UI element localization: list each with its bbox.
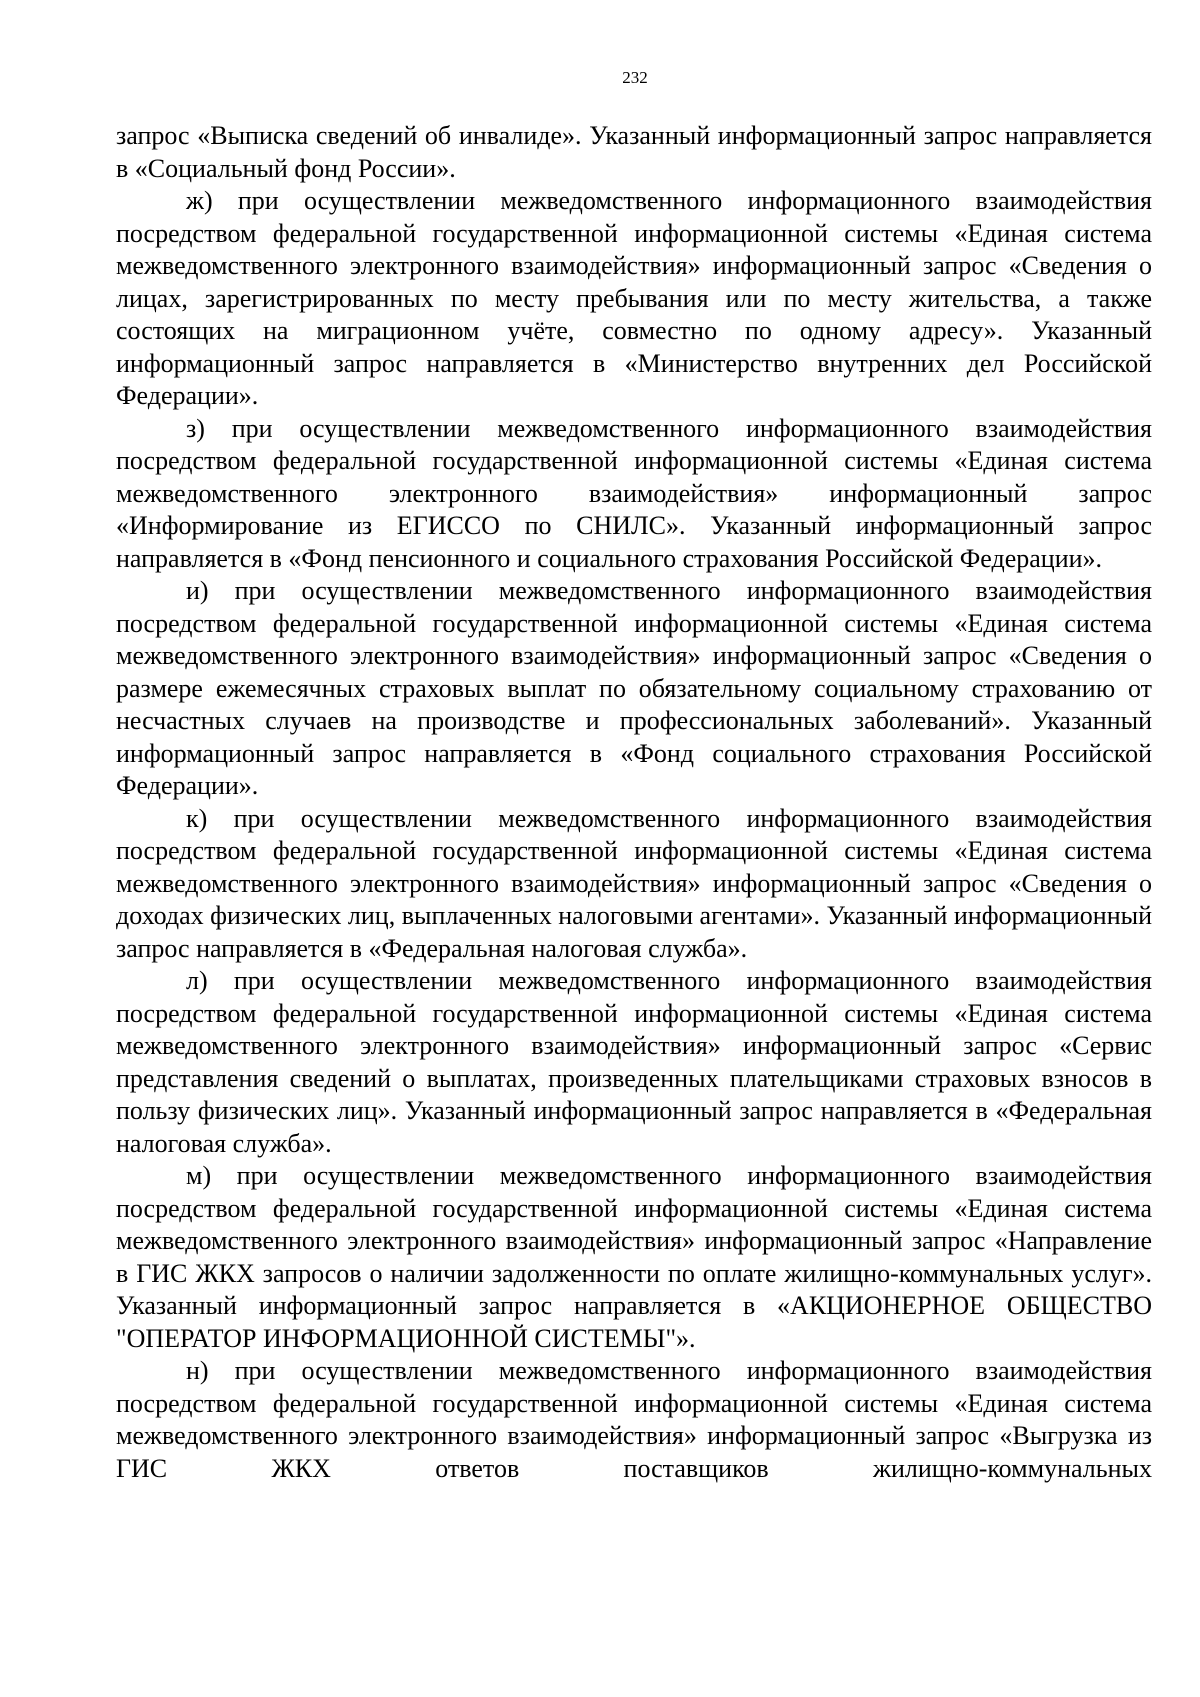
paragraph-item-z: з) при осуществлении межведомственного информационного взаимодействия посредством федеральной государственной информационной системы «Единая система межведомственного электронного взаимодействия» информационный запрос «Информирование из ЕГИССО по СНИЛС». Указанный информационный запрос направляется в «Фонд пенсионного и социального страхования Российской Федерации». (116, 413, 1152, 573)
paragraph-item-m: м) при осуществлении межведомственного информационного взаимодействия посредством федеральной государственной информационной системы «Единая система межведомственного электронного взаимодействия» информационный запрос «Направление в ГИС ЖКХ запросов о наличии задолженности по оплате жилищно-коммунальных услуг». Указанный информационный запрос направляется в «АКЦИОНЕРНОЕ ОБЩЕСТВО "ОПЕРАТОР ИНФОРМАЦИОННОЙ СИСТЕМЫ"». (116, 1161, 1152, 1353)
paragraph-item-n: н) при осуществлении межведомственного информационного взаимодействия посредством федеральной государственной информационной системы «Единая система межведомственного электронного взаимодействия» информационный запрос «Выгрузка из ГИС ЖКХ ответов поставщиков жилищно-коммунальных (116, 1356, 1152, 1483)
document-body (116, 120, 1152, 1485)
paragraph-item-zh: ж) при осуществлении межведомственного информационного взаимодействия посредством федеральной государственной информационной системы «Единая система межведомственного электронного взаимодействия» информационный запрос «Сведения о лицах, зарегистрированных по месту пребывания или по месту жительства, а также состоящих на миграционном учёте, совместно по одному адресу». Указанный информационный запрос направляется в «Министерство внутренних дел Российской Федерации». (116, 186, 1152, 410)
paragraph-continuation: запрос «Выписка сведений об инвалиде». Указанный информационный запрос направляется в «Социальный фонд России». (116, 121, 1152, 183)
page-number: 232 (622, 68, 648, 87)
paragraph-item-k: к) при осуществлении межведомственного информационного взаимодействия посредством федеральной государственной информационной системы «Единая система межведомственного электронного взаимодействия» информационный запрос «Сведения о доходах физических лиц, выплаченных налоговыми агентами». Указанный информационный запрос направляется в «Федеральная налоговая служба». (116, 803, 1153, 963)
paragraph-item-l: л) при осуществлении межведомственного информационного взаимодействия посредством федеральной государственной информационной системы «Единая система межведомственного электронного взаимодействия» информационный запрос «Сервис представления сведений о выплатах, произведенных плательщиками страховых взносов в пользу физических лиц». Указанный информационный запрос направляется в «Федеральная налоговая служба». (116, 966, 1152, 1158)
paragraph-item-i: и) при осуществлении межведомственного информационного взаимодействия посредством федеральной государственной информационной системы «Единая система межведомственного электронного взаимодействия» информационный запрос «Сведения о размере ежемесячных страховых выплат по обязательному социальному страхованию от несчастных случаев на производстве и профессиональных заболеваний». Указанный информационный запрос направляется в «Фонд социального страхования Российской Федерации». (116, 576, 1152, 800)
